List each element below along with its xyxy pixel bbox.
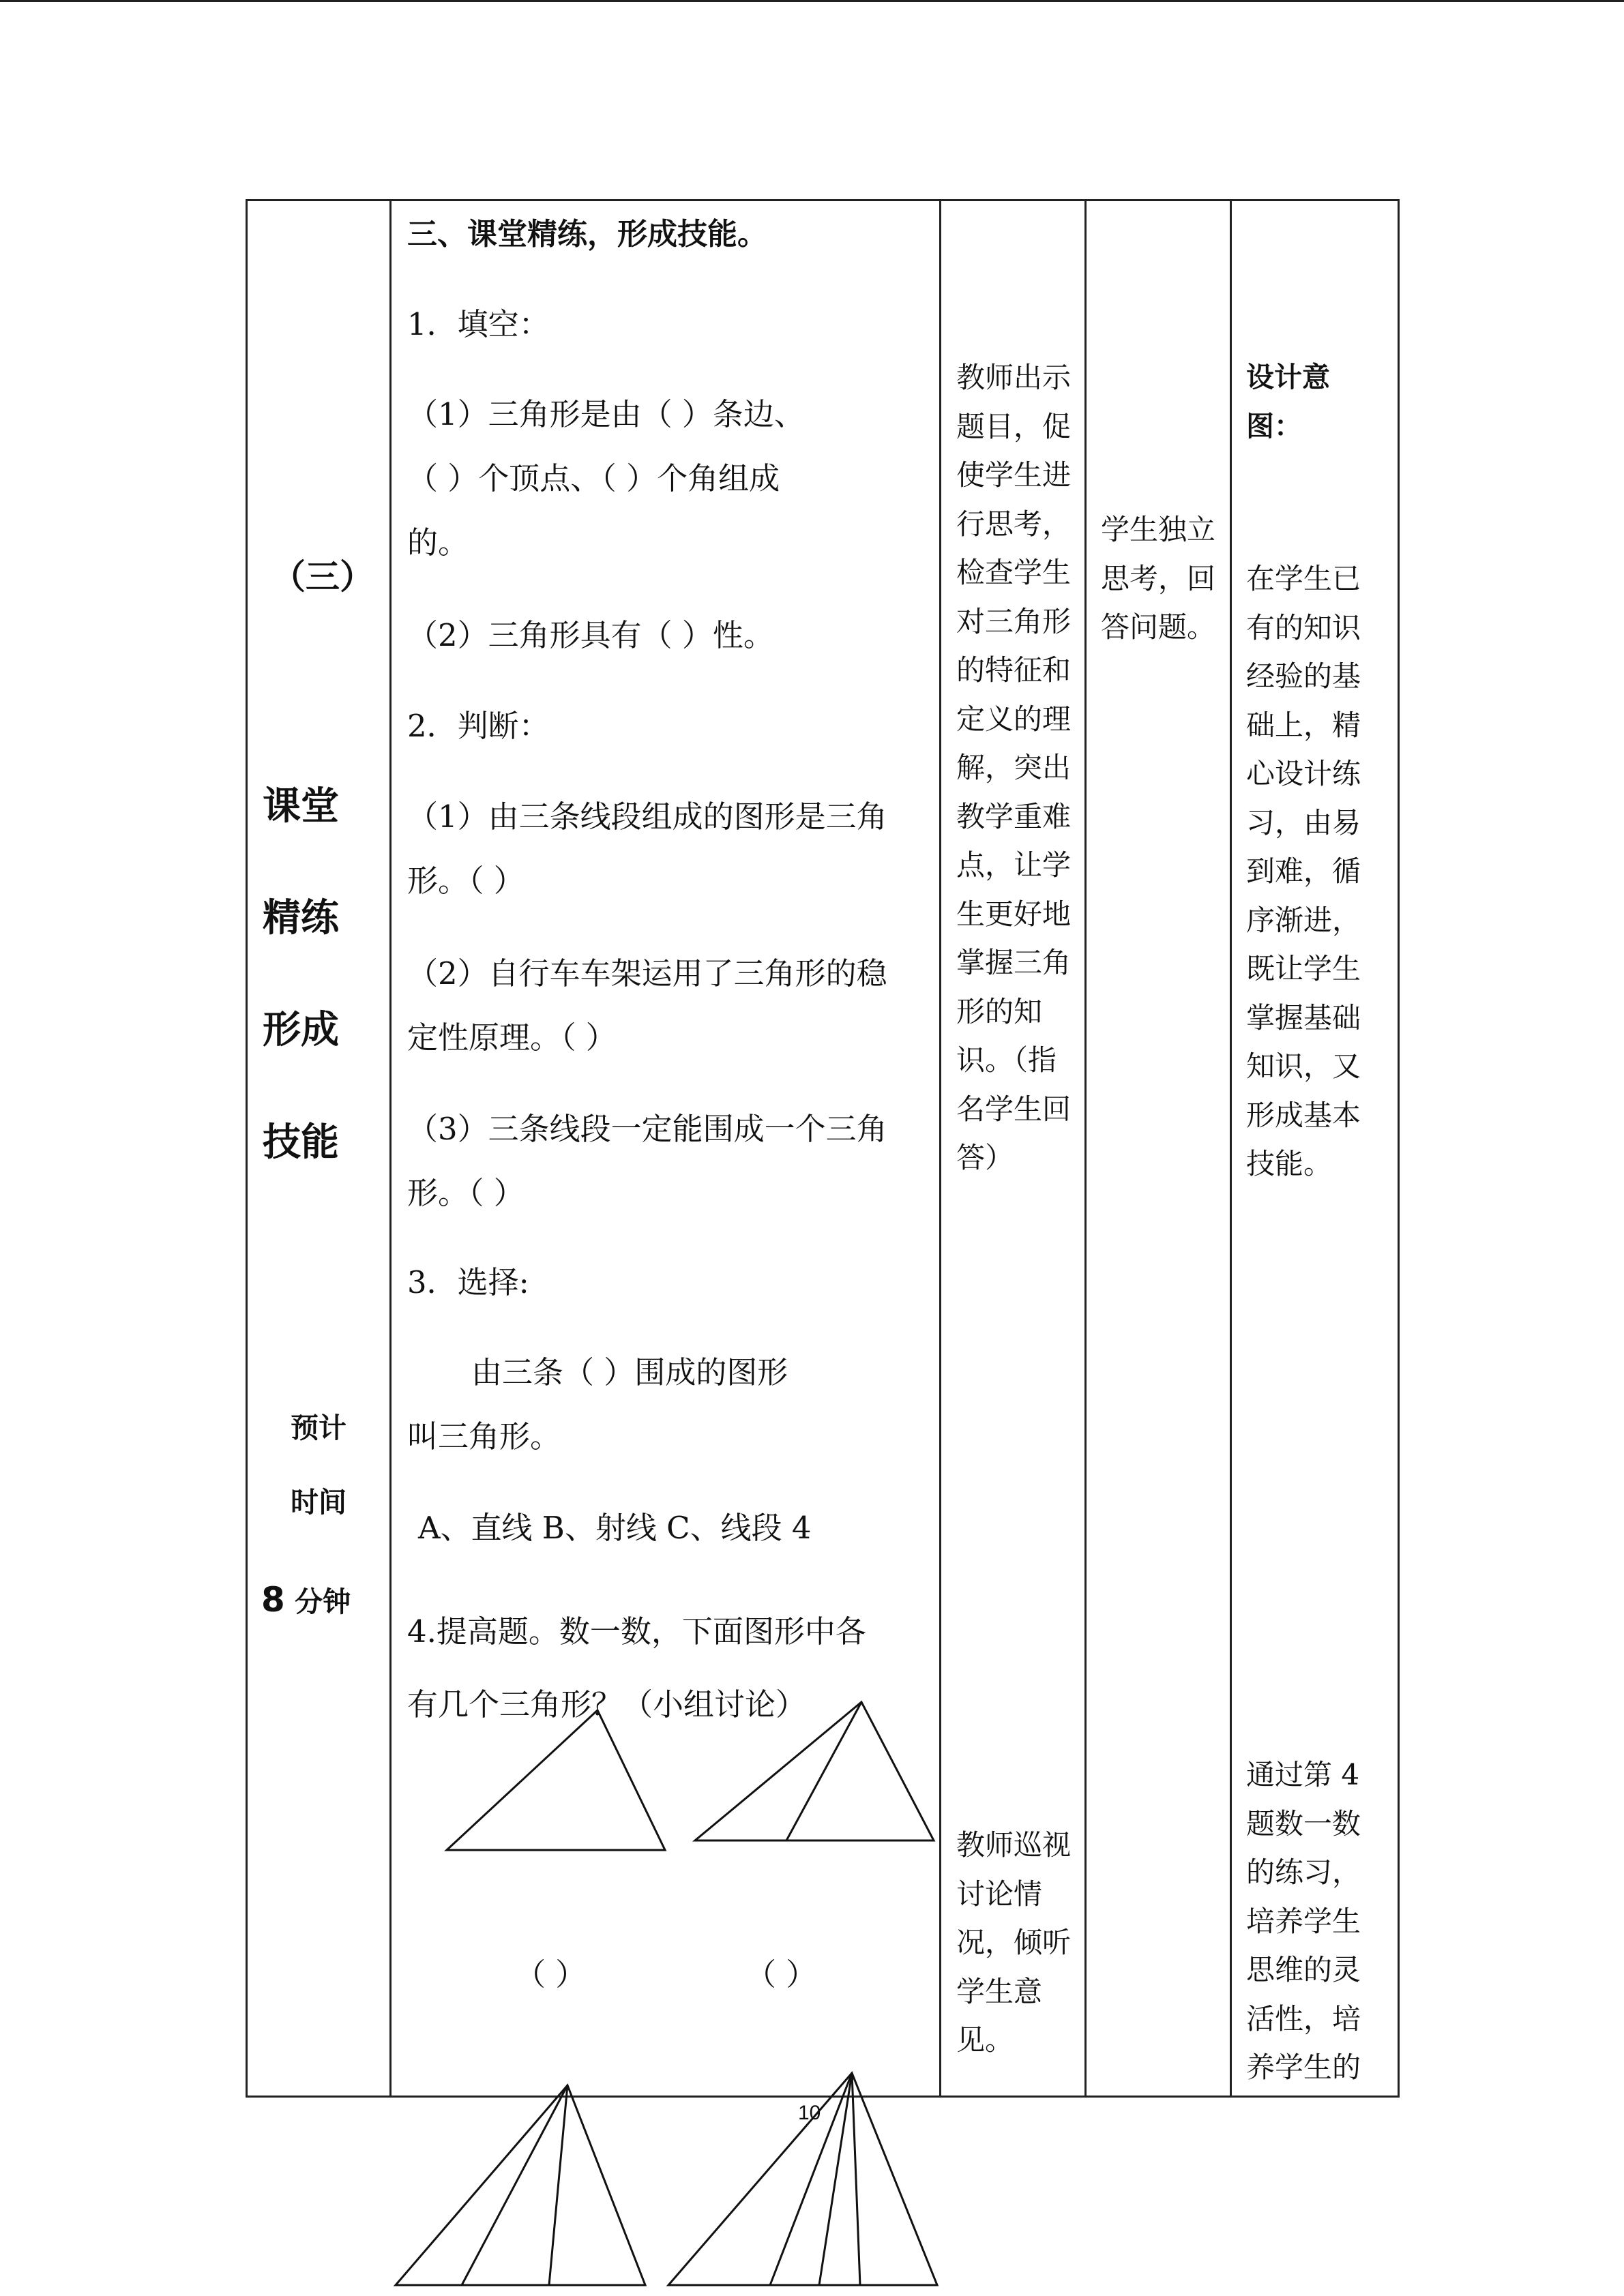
q1-1-line2: （ ）个顶点、（ ）个角组成 (407, 460, 780, 496)
design-line: 既让学生 (1246, 952, 1361, 985)
q3-line1: 由三条（ ）围成的图形 (471, 1354, 788, 1390)
design-line: 在学生已 (1246, 562, 1361, 595)
teacher-line: 名学生回 (956, 1092, 1072, 1126)
time-label-2: 时间 (291, 1486, 346, 1519)
time-unit: 分钟 (295, 1585, 351, 1618)
design-title-line: 图： (1246, 409, 1302, 443)
teacher-block-2 (956, 1821, 1072, 2065)
teacher-line: 教学重难 (956, 799, 1072, 833)
design-line: 心设计练 (1246, 757, 1361, 790)
teacher-line: 对三角形 (956, 604, 1072, 638)
section-title-line-2: 精练 (263, 896, 339, 940)
triangle-figure-2-inner-line (786, 1702, 861, 1840)
section-title-line-4: 技能 (263, 1120, 339, 1165)
q2-1-line2: 形。（ ） (407, 863, 525, 899)
design-line: 思维的灵 (1246, 1953, 1361, 1986)
design-line: 经验的基 (1246, 659, 1361, 693)
teacher-line: 教师出示 (956, 361, 1072, 394)
teacher-line: 的特征和 (956, 653, 1072, 687)
q2-1-line1: （1）由三条线段组成的图形是三角 (407, 799, 887, 835)
design-line: 通过第 4 (1246, 1758, 1360, 1791)
q2-3-line1: （3）三条线段一定能围成一个三角 (407, 1111, 887, 1147)
q2-3-line2: 形。（ ） (407, 1175, 525, 1211)
teacher-line: 见。 (956, 2023, 1014, 2057)
section-title-line-3: 形成 (263, 1008, 339, 1052)
design-line: 技能。 (1246, 1147, 1333, 1180)
design-line: 习，由易 (1246, 805, 1361, 839)
teacher-line: 使学生进 (956, 458, 1072, 492)
teacher-line: 教师巡视 (956, 1828, 1072, 1862)
q1-2: （2）三角形具有（ ）性。 (407, 617, 774, 653)
triangle-figure-2 (695, 1702, 934, 1840)
teacher-line: 行思考， (956, 507, 1072, 541)
student-line: 学生独立 (1101, 513, 1216, 546)
teacher-block-1 (956, 353, 1072, 1182)
design-line: 础上，精 (1246, 708, 1361, 742)
q1-1-line1: （1）三角形是由（ ）条边、 (407, 396, 805, 432)
teacher-line: 形的知 (956, 994, 1043, 1028)
q3-line2: 叫三角形。 (407, 1418, 561, 1455)
q4-line1: 4.提高题。数一数，下面图形中各 (407, 1613, 866, 1650)
teacher-line: 学生意 (956, 1974, 1043, 2008)
page-number: 10 (798, 2102, 821, 2124)
design-line: 到难，循 (1246, 854, 1361, 888)
q2-2-line2: 定性原理。（ ） (407, 1019, 617, 1056)
q2-title: 2．判断： (407, 708, 550, 744)
answer-blank-2: （ ） (745, 1956, 817, 1993)
design-line: 活性，培 (1246, 2001, 1361, 2036)
teacher-line: 解，突出 (956, 751, 1072, 784)
section-title-line-1: 课堂 (263, 784, 339, 829)
design-block-2 (1246, 1750, 1369, 2092)
q3-title: 3．选择: (407, 1264, 529, 1300)
design-title (1246, 353, 1369, 451)
design-line: 知识，又 (1246, 1049, 1361, 1083)
answer-blank-1: （ ） (515, 1956, 587, 1993)
teacher-line: 掌握三角 (956, 946, 1072, 979)
q4-line2: 有几个三角形？（小组讨论） (407, 1686, 807, 1723)
design-line: 形成基本 (1246, 1098, 1361, 1132)
teacher-line: 讨论情 (956, 1877, 1043, 1911)
q2-2-line1: （2）自行车车架运用了三角形的稳 (407, 955, 887, 992)
teacher-line: 生更好地 (956, 897, 1072, 931)
section-number: （三） (271, 557, 374, 597)
design-title-line: 设计意 (1246, 361, 1330, 393)
design-line: 掌握基础 (1246, 1000, 1361, 1034)
design-line: 有的知识 (1246, 610, 1361, 644)
student-block-1 (1101, 505, 1217, 652)
design-line: 题数一数 (1246, 1806, 1361, 1840)
design-line: 养学生的 (1246, 2051, 1361, 2084)
triangle-figure-1 (447, 1710, 665, 1850)
student-line: 思考，回 (1101, 561, 1216, 595)
design-line: 序渐进， (1246, 903, 1361, 937)
q1-title: 1．填空： (407, 306, 550, 342)
q3-options: A、直线 B、射线 C、线段 4 (418, 1510, 812, 1546)
teacher-line: 检查学生 (956, 556, 1072, 589)
design-block-1 (1246, 554, 1369, 1189)
design-line: 的练习， (1246, 1855, 1361, 1889)
time-value: 8 (261, 1580, 285, 1620)
design-line: 培养学生 (1246, 1904, 1361, 1938)
time-label-1: 预计 (291, 1412, 346, 1444)
teacher-line: 定义的理 (956, 702, 1072, 736)
teacher-line: 答） (956, 1141, 1014, 1174)
triangle-figure-4-inner-line-3 (852, 2073, 860, 2285)
triangle-figure-3 (396, 2085, 645, 2285)
teacher-line: 识。（指 (956, 1043, 1057, 1077)
teacher-line: 点，让学 (956, 848, 1072, 882)
teacher-line: 题目，促 (956, 409, 1072, 443)
teacher-line: 况，倾听 (956, 1926, 1072, 1959)
q1-1-line3: 的。 (407, 524, 469, 561)
content-heading: 三、课堂精练，形成技能。 (407, 217, 767, 252)
student-line: 答问题。 (1101, 610, 1216, 644)
